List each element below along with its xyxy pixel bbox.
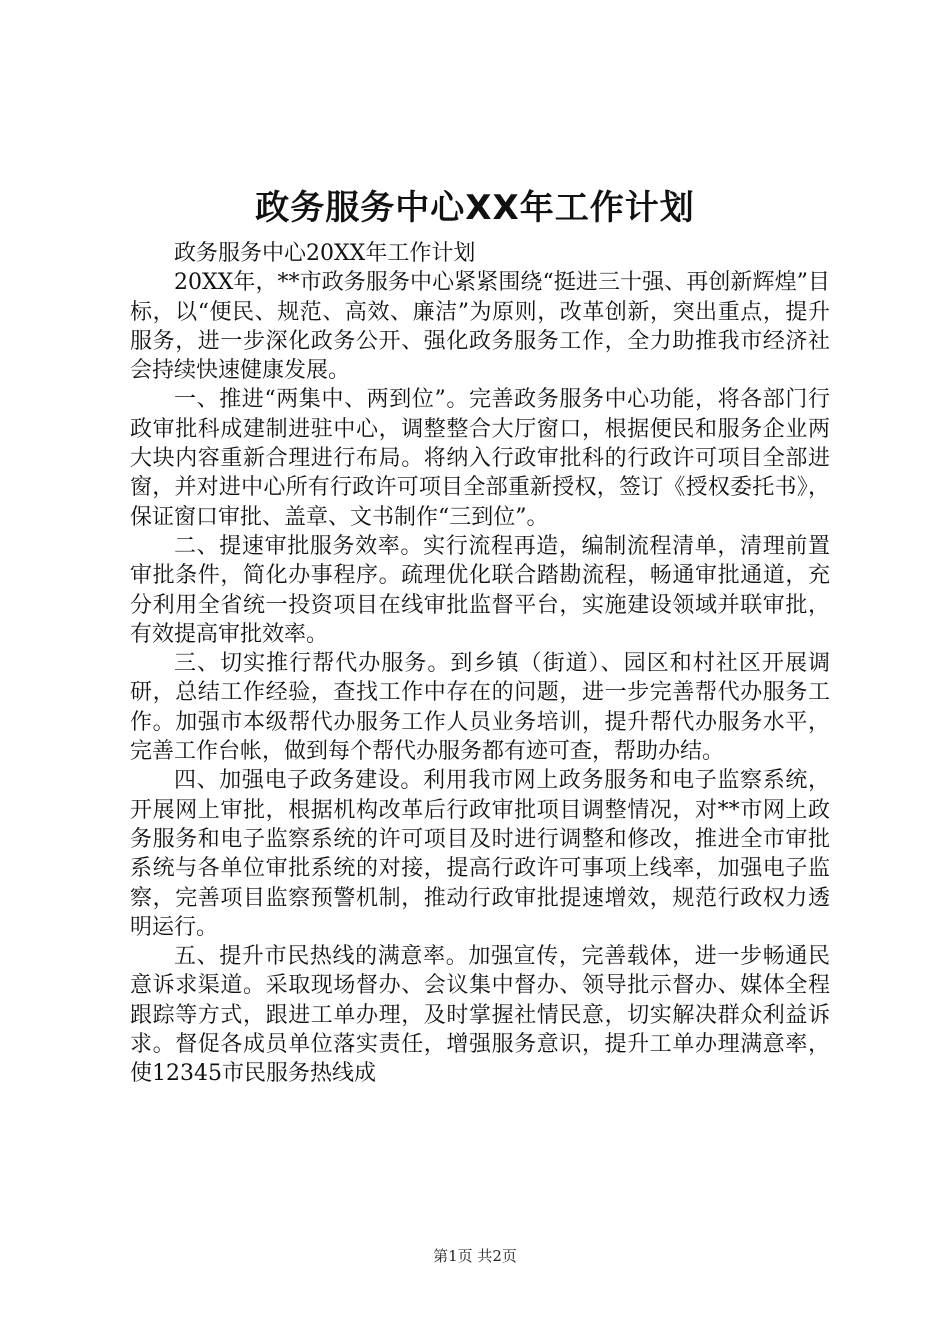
section-2-paragraph: 二、提速审批服务效率。实行流程再造，编制流程清单，清理前置审批条件，简化办事程序。疏理优化联合踏勘流程，畅通审批通道，充分利用全省统一投资项目在线审批监督平台，实施建设领域并联审批，有效提高审批效率。 [130,533,830,647]
document-title: 政务服务中心XX年工作计划 [255,188,695,228]
section-1-paragraph: 一、推进“两集中、两到位”。完善政务服务中心功能，将各部门行政审批科成建制进驻中心，调整整合大厅窗口，根据便民和服务企业两大块内容重新合理进行布局。将纳入行政审批科的行政许可项目全部进窗，并对进中心所有行政许可项目全部重新授权，签订《授权委托书》，保证窗口审批、盖章、文书制作“三到位”。 [130,387,830,530]
section-5-paragraph: 五、提升市民热线的满意率。加强宣传，完善载体，进一步畅通民意诉求渠道。采取现场督办、会议集中督办、领导批示督办、媒体全程跟踪等方式，跟进工单办理，及时掌握社情民意，切实解决群众利益诉求。督促各成员单位落实责任，增强服务意识，提升工单办理满意率，使12345市民服务热线成 [130,944,830,1087]
intro-paragraph: 20XX年，**市政务服务中心紧紧围绕“挺进三十强、再创新辉煌”目标，以“便民、规范、高效、廉洁”为原则，改革创新，突出重点，提升服务，进一步深化政务公开、强化政务服务工作，全力助推我市经济社会持续快速健康发展。 [130,270,830,384]
page-footer: 第1页 共2页 [433,1247,517,1265]
section-4-paragraph: 四、加强电子政务建设。利用我市网上政务服务和电子监察系统，开展网上审批，根据机构改革后行政审批项目调整情况，对**市网上政务服务和电子监察系统的许可项目及时进行调整和修改，推进全市审批系统与各单位审批系统的对接，提高行政许可事项上线率，加强电子监察，完善项目监察预警机制，推动行政审批提速增效，规范行政权力透明运行。 [130,768,830,940]
subtitle-paragraph: 政务服务中心20XX年工作计划 [174,241,476,266]
section-3-paragraph: 三、切实推行帮代办服务。到乡镇（街道）、园区和村社区开展调研，总结工作经验，查找工作中存在的问题，进一步完善帮代办服务工作。加强市本级帮代办服务工作人员业务培训，提升帮代办服务水平，完善工作台帐，做到每个帮代办服务都有迹可查，帮助办结。 [130,651,830,765]
document-body [130,239,830,1089]
